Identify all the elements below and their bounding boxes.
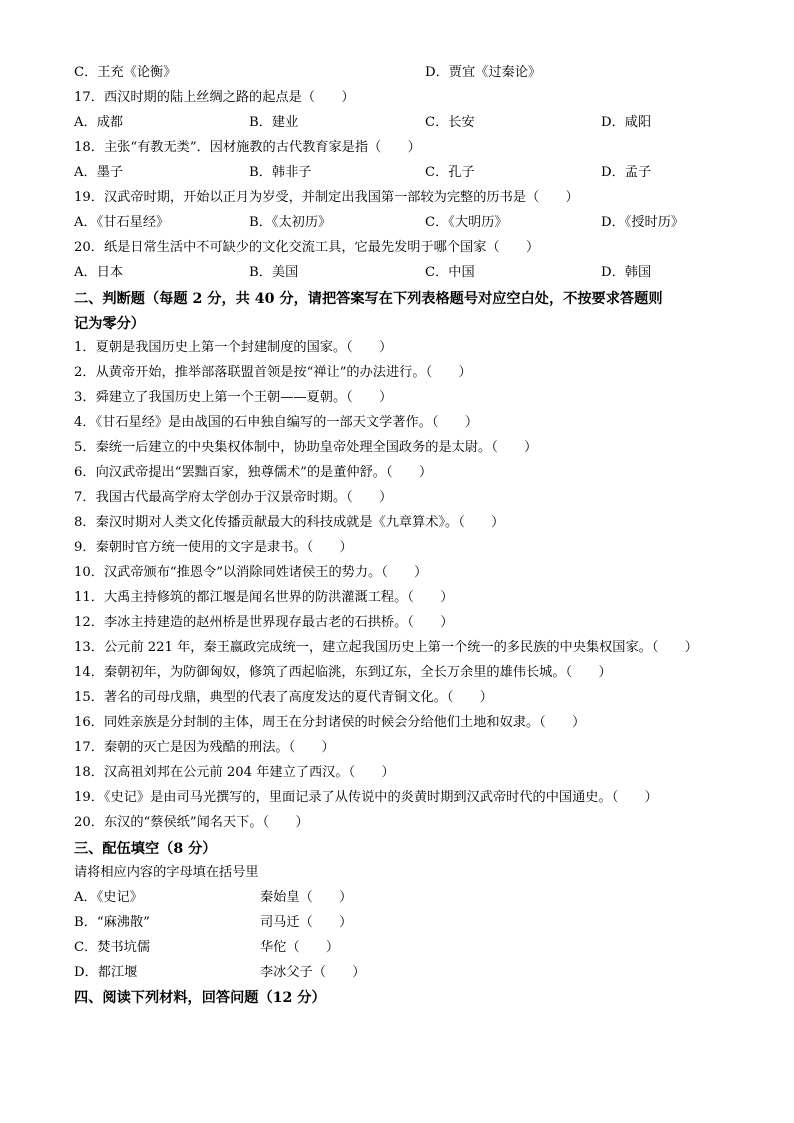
q19-option-b: B．《太初历》 <box>249 215 332 230</box>
q17-option-a: A．成都 <box>74 115 124 130</box>
match-right-d: 李冰父子（ ） <box>260 965 366 980</box>
q17-option-c: C．长安 <box>425 115 475 130</box>
q20-stem: 20．纸是日常生活中不可缺少的文化交流工具，它最先发明于哪个国家（ ） <box>74 240 540 255</box>
tf-item-11: 11．大禹主持修筑的都江堰是闻名世界的防洪灌溉工程。（ ） <box>74 590 454 605</box>
tf-item-6: 6．向汉武帝提出“罢黜百家，独尊儒术”的是董仲舒。（ ） <box>74 465 433 480</box>
q17-options <box>74 114 714 132</box>
tf-item-20: 20．东汉的“蔡侯纸”闻名天下。（ ） <box>74 815 309 830</box>
section4-heading: 四、阅读下列材料，回答问题（12 分） <box>74 990 326 1006</box>
q17-option-d: D．咸阳 <box>601 115 652 130</box>
tf-item-10: 10．汉武帝颁布“推恩令”以消除同姓诸侯王的势力。（ ） <box>74 565 428 580</box>
q18-option-c: C．孔子 <box>425 165 475 180</box>
tf-item-15: 15．著名的司母戊鼎，典型的代表了高度发达的夏代青铜文化。（ ） <box>74 690 493 705</box>
match-right-c: 华佗（ ） <box>260 940 340 955</box>
q16-option-c: C．王充《论衡》 <box>74 65 177 80</box>
match-left-a: A．《史记》 <box>74 890 143 905</box>
tf-item-13: 13．公元前 221 年，秦王嬴政完成统一，建立起我国历史上第一个统一的多民族的中央集权国家。（ ） <box>74 640 698 655</box>
q16-options <box>74 64 714 82</box>
tf-item-5: 5．秦统一后建立的中央集权体制中，协助皇帝处理全国政务的是太尉。（ ） <box>74 440 538 455</box>
tf-item-1: 1．夏朝是我国历史上第一个封建制度的国家。（ ） <box>74 340 393 355</box>
q18-stem: 18．主张“有教无类”．因材施教的古代教育家是指（ ） <box>74 140 421 155</box>
tf-item-18: 18．汉高祖刘邦在公元前 204 年建立了西汉。（ ） <box>74 765 395 780</box>
q20-option-a: A．日本 <box>74 265 124 280</box>
match-left-c: C．焚书坑儒 <box>74 940 151 955</box>
tf-item-14: 14．秦朝初年，为防御匈奴，修筑了西起临洮，东到辽东，全长万余里的雄伟长城。（ ） <box>74 665 612 680</box>
section2-heading-line1: 二、判断题（每题 2 分，共 40 分，请把答案写在下列表格题号对应空白处，不按要求答题则 <box>74 291 663 307</box>
tf-item-17: 17．秦朝的灭亡是因为残酷的刑法。（ ） <box>74 740 335 755</box>
q17-stem: 17．西汉时期的陆上丝绸之路的起点是（ ） <box>74 90 355 105</box>
section3-heading: 三、配伍填空（8 分） <box>74 841 217 857</box>
match-left-d: D．都江堰 <box>74 965 138 980</box>
tf-item-8: 8．秦汉时期对人类文化传播贡献最大的科技成就是《九章算术》。（ ） <box>74 515 505 530</box>
tf-item-19: 19．《史记》是由司马光撰写的，里面记录了从传说中的炎黄时期到汉武帝时代的中国通史。（ ） <box>74 790 658 805</box>
match-right-a: 秦始皇（ ） <box>260 890 353 905</box>
q18-option-a: A．墨子 <box>74 165 124 180</box>
q17-option-b: B．建业 <box>249 115 299 130</box>
tf-item-4: 4．《甘石星经》是由战国的石申独自编写的一部天文学著作。（ ） <box>74 415 478 430</box>
q19-option-c: C．《大明历》 <box>425 215 508 230</box>
tf-item-12: 12．李冰主持建造的赵州桥是世界现存最古老的石拱桥。（ ） <box>74 615 454 630</box>
q18-options <box>74 164 714 182</box>
q18-option-b: B．韩非子 <box>249 165 312 180</box>
match-left-b: B．“麻沸散” <box>74 915 150 930</box>
tf-item-3: 3．舜建立了我国历史上第一个王朝——夏朝。（ ） <box>74 390 393 405</box>
q20-option-c: C．中国 <box>425 265 475 280</box>
tf-item-9: 9．秦朝时官方统一使用的文字是隶书。（ ） <box>74 540 353 555</box>
q20-option-b: B．美国 <box>249 265 299 280</box>
q19-option-d: D．《授时历》 <box>601 215 685 230</box>
section2-heading-line2: 记为零分） <box>74 316 145 332</box>
q20-options <box>74 264 714 282</box>
q19-options <box>74 214 714 232</box>
q19-option-a: A．《甘石星经》 <box>74 215 170 230</box>
match-right-b: 司马迁（ ） <box>260 915 353 930</box>
tf-item-16: 16．同姓亲族是分封制的主体，周王在分封诸侯的时候会分给他们土地和奴隶。（ ） <box>74 715 586 730</box>
tf-item-7: 7．我国古代最高学府太学创办于汉景帝时期。（ ） <box>74 490 393 505</box>
q16-option-d: D．贾宜《过秦论》 <box>425 65 542 80</box>
q18-option-d: D．孟子 <box>601 165 652 180</box>
tf-item-2: 2．从黄帝开始，推举部落联盟首领是按“禅让”的办法进行。（ ） <box>74 365 472 380</box>
q20-option-d: D．韩国 <box>601 265 652 280</box>
q19-stem: 19．汉武帝时期，开始以正月为岁受，并制定出我国第一部较为完整的历书是（ ） <box>74 190 579 205</box>
section3-instruction: 请将相应内容的字母填在括号里 <box>74 865 259 880</box>
